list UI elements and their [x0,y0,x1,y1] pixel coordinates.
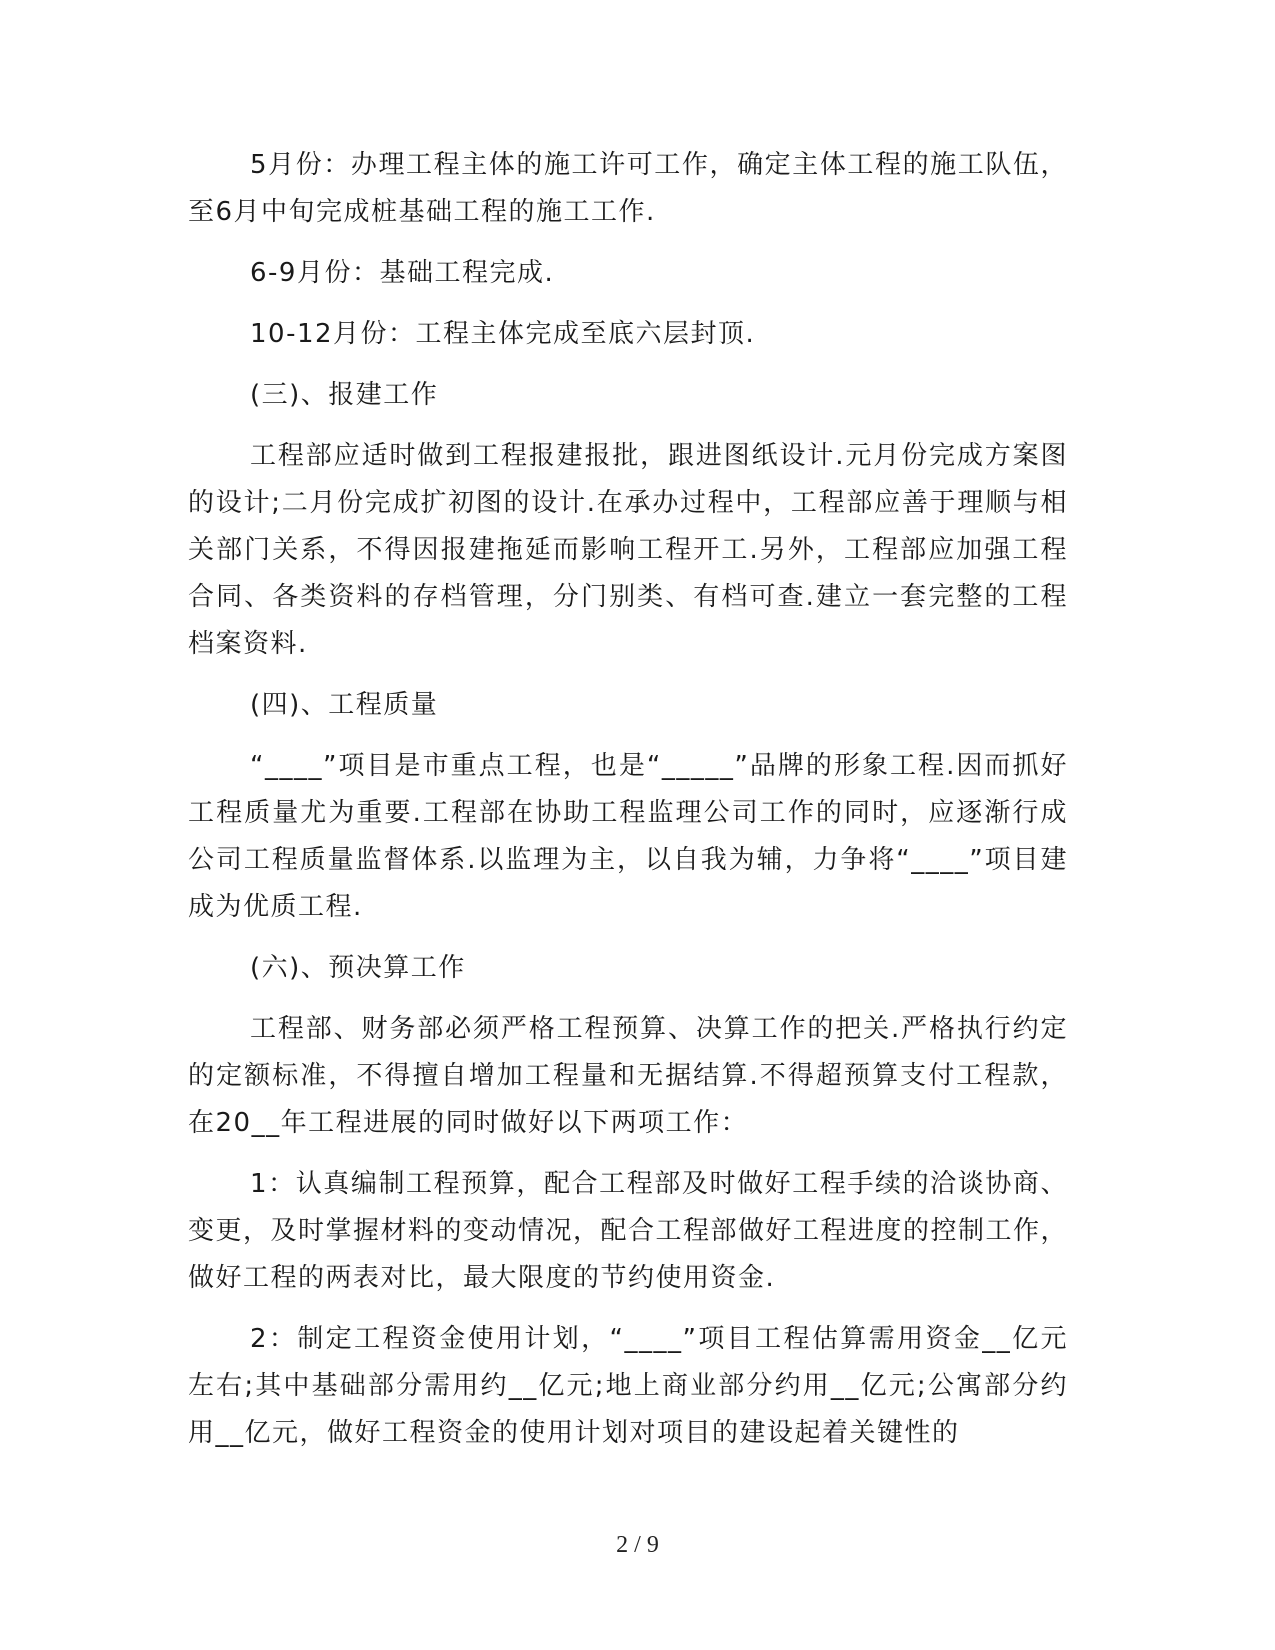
paragraph-budget-intro: 工程部、财务部必须严格工程预算、决算工作的把关.严格执行约定的定额标准，不得擅自增加工程量和无据结算.不得超预算支付工程款，在20__年工程进展的同时做好以下两项工作： [188,1014,1068,1138]
paragraph-quality: “____”项目是市重点工程，也是“_____”品牌的形象工程.因而抓好工程质量尤为重要.工程部在协助工程监理公司工作的同时，应逐渐行成公司工程质量监督体系.以监理为主，以自我为辅，力争将“____”项目建成为优质工程. [188,751,1068,922]
paragraph-oct-dec-schedule: 10-12月份：工程主体完成至底六层封顶. [250,319,756,349]
paragraph-budget-item-2: 2：制定工程资金使用计划，“____”项目工程估算需用资金__亿元左右;其中基础部分需用约__亿元;地上商业部分约用__亿元;公寓部分约用__亿元，做好工程资金的使用计划对项目的建设起着关键性的 [188,1324,1068,1448]
document-body [188,142,1068,1471]
paragraph-budget-item-1: 1：认真编制工程预算，配合工程部及时做好工程手续的洽谈协商、变更，及时掌握材料的变动情况，配合工程部做好工程进度的控制工作，做好工程的两表对比，最大限度的节约使用资金. [188,1169,1069,1293]
section-heading-budget: (六)、预决算工作 [250,953,466,983]
paragraph-jun-sep-schedule: 6-9月份：基础工程完成. [250,258,555,288]
page-number: 2 / 9 [616,1532,659,1558]
section-heading-permits: (三)、报建工作 [250,380,439,410]
section-heading-quality: (四)、工程质量 [250,690,439,720]
paragraph-may-schedule: 5月份：办理工程主体的施工许可工作，确定主体工程的施工队伍，至6月中旬完成桩基础工程的施工工作. [188,150,1068,227]
paragraph-permits: 工程部应适时做到工程报建报批，跟进图纸设计.元月份完成方案图的设计;二月份完成扩初图的设计.在承办过程中，工程部应善于理顺与相关部门关系，不得因报建拖延而影响工程开工.另外，工程部应加强工程合同、各类资料的存档管理，分门别类、有档可查.建立一套完整的工程档案资料. [188,441,1068,659]
